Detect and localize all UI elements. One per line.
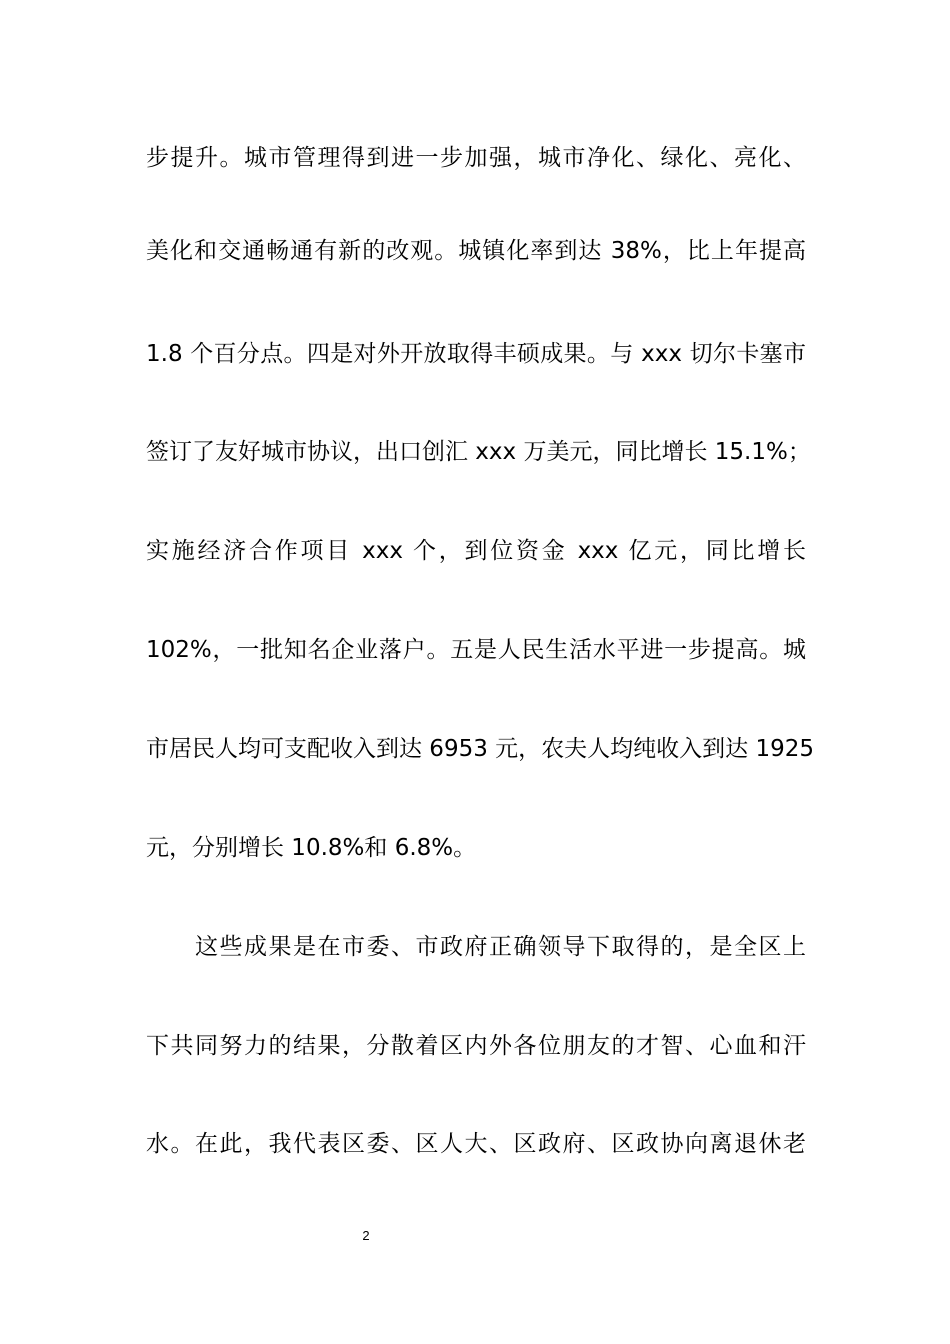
paragraph-1-line-8: 元，分别增长 10.8%和 6.8%。 [146,835,477,861]
paragraph-1-line-7: 市居民人均可支配收入到达 6953 元，农夫人均纯收入到达 1925 [146,736,814,762]
paragraph-2-line-1: 这些成果是在市委、市政府正确领导下取得的，是全区上 [195,934,806,960]
paragraph-1-line-4: 签订了友好城市协议，出口创汇 xxx 万美元，同比增长 15.1%； [146,439,811,465]
paragraph-1-line-6: 102%，一批知名企业落户。五是人民生活水平进一步提高。城 [146,637,806,663]
paragraph-2-line-2: 下共同努力的结果，分散着区内外各位朋友的才智、心血和汗 [146,1033,806,1059]
paragraph-1-line-3: 1.8 个百分点。四是对外开放取得丰硕成果。与 xxx 切尔卡塞市 [146,341,806,367]
paragraph-1-line-1: 步提升。城市管理得到进一步加强，城市净化、绿化、亮化、 [146,145,806,171]
page-number: 2 [362,1228,370,1243]
paragraph-2-line-3: 水。在此，我代表区委、区人大、区政府、区政协向离退休老 [146,1131,806,1157]
paragraph-1-line-5: 实施经济合作项目 xxx 个，到位资金 xxx 亿元，同比增长 [146,538,806,564]
paragraph-1-line-2: 美化和交通畅通有新的改观。城镇化率到达 38%，比上年提高 [146,238,806,264]
